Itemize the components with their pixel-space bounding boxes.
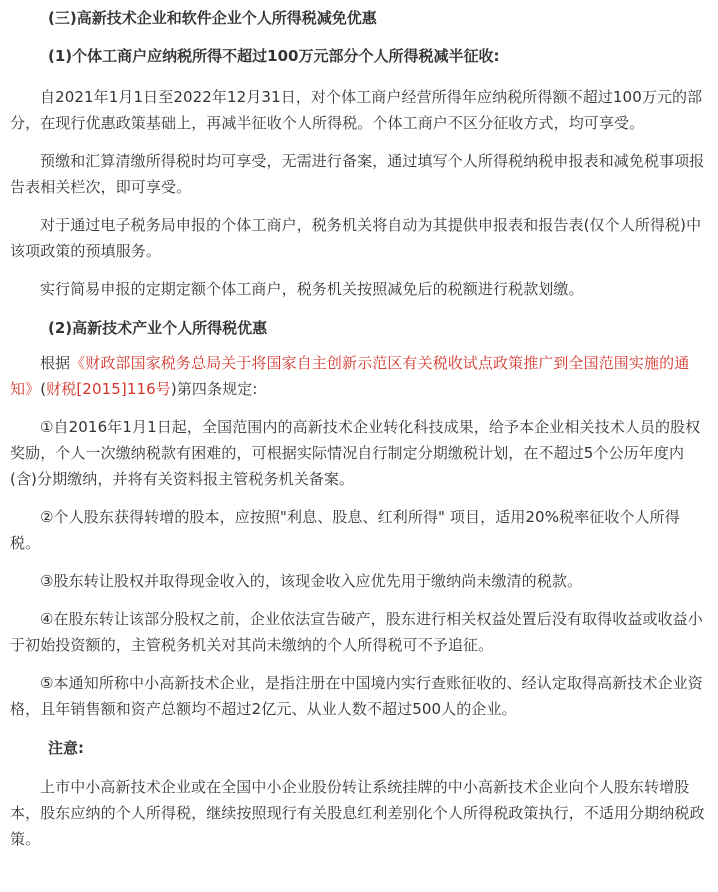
subsection-2-title: (2)高新技术产业个人所得税优惠: [48, 319, 268, 337]
paragraph: 自2021年1月1日至2022年12月31日，对个体工商户经营所得年应纳税所得额不超过100万元的部分，在现行优惠政策基础上，再减半征收个人所得税。个体工商户不区分征收方式，均可享受。: [10, 88, 703, 132]
intro-mid: (: [40, 380, 47, 398]
paragraph: 实行简易申报的定期定额个体工商户，税务机关按照减免后的税额进行税款划缴。: [40, 280, 584, 298]
note-label: 注意:: [48, 739, 84, 757]
list-item: ②个人股东获得转增的股本，应按照"利息、股息、红利所得" 项目，适用20%税率征收个人所得税。: [10, 508, 680, 552]
section-title: (三)高新技术企业和软件企业个人所得税减免优惠: [48, 9, 377, 27]
list-item: ④在股东转让该部分股权之前，企业依法宣告破产，股东进行相关权益处置后没有取得收益或收益小于初始投资额的，主管税务机关对其尚未缴纳的个人所得税可不予追征。: [10, 610, 703, 654]
policy-notice-link[interactable]: 《财政部国家税务总局关于将国家自主创新示范区有关税收试点政策推广到全国范围实施的通知》: [10, 354, 690, 398]
paragraph: 对于通过电子税务局申报的个体工商户，税务机关将自动为其提供申报表和报告表(仅个人所得税)中该项政策的预填服务。: [10, 216, 702, 260]
list-item: ⑤本通知所称中小高新技术企业，是指注册在中国境内实行查账征收的、经认定取得高新技术企业资格，且年销售额和资产总额均不超过2亿元、从业人数不超过500人的企业。: [10, 674, 703, 718]
intro-prefix: 根据: [40, 354, 71, 372]
intro-paragraph: [10, 350, 706, 402]
document-number-link[interactable]: 财税[2015]116号: [46, 380, 171, 398]
note-paragraph: 上市中小高新技术企业或在全国中小企业股份转让系统挂牌的中小高新技术企业向个人股东转增股本，股东应纳的个人所得税，继续按照现行有关股息红利差别化个人所得税政策执行，不适用分期纳税政策。: [10, 778, 705, 848]
subsection-1-title: (1)个体工商户应纳税所得不超过100万元部分个人所得税减半征收:: [48, 47, 500, 65]
list-item: ③股东转让股权并取得现金收入的，该现金收入应优先用于缴纳尚未缴清的税款。: [40, 572, 583, 590]
list-item: ①自2016年1月1日起，全国范围内的高新技术企业转化科技成果，给予本企业相关技术人员的股权奖励，个人一次缴纳税款有困难的，可根据实际情况自行制定分期缴税计划，在不超过5个公历年度内(含)分期缴纳，并将有关资料报主管税务机关备案。: [10, 418, 701, 488]
intro-suffix: )第四条规定:: [170, 380, 258, 398]
paragraph: 预缴和汇算清缴所得税时均可享受，无需进行备案，通过填写个人所得税纳税申报表和减免税事项报告表相关栏次，即可享受。: [10, 152, 705, 196]
